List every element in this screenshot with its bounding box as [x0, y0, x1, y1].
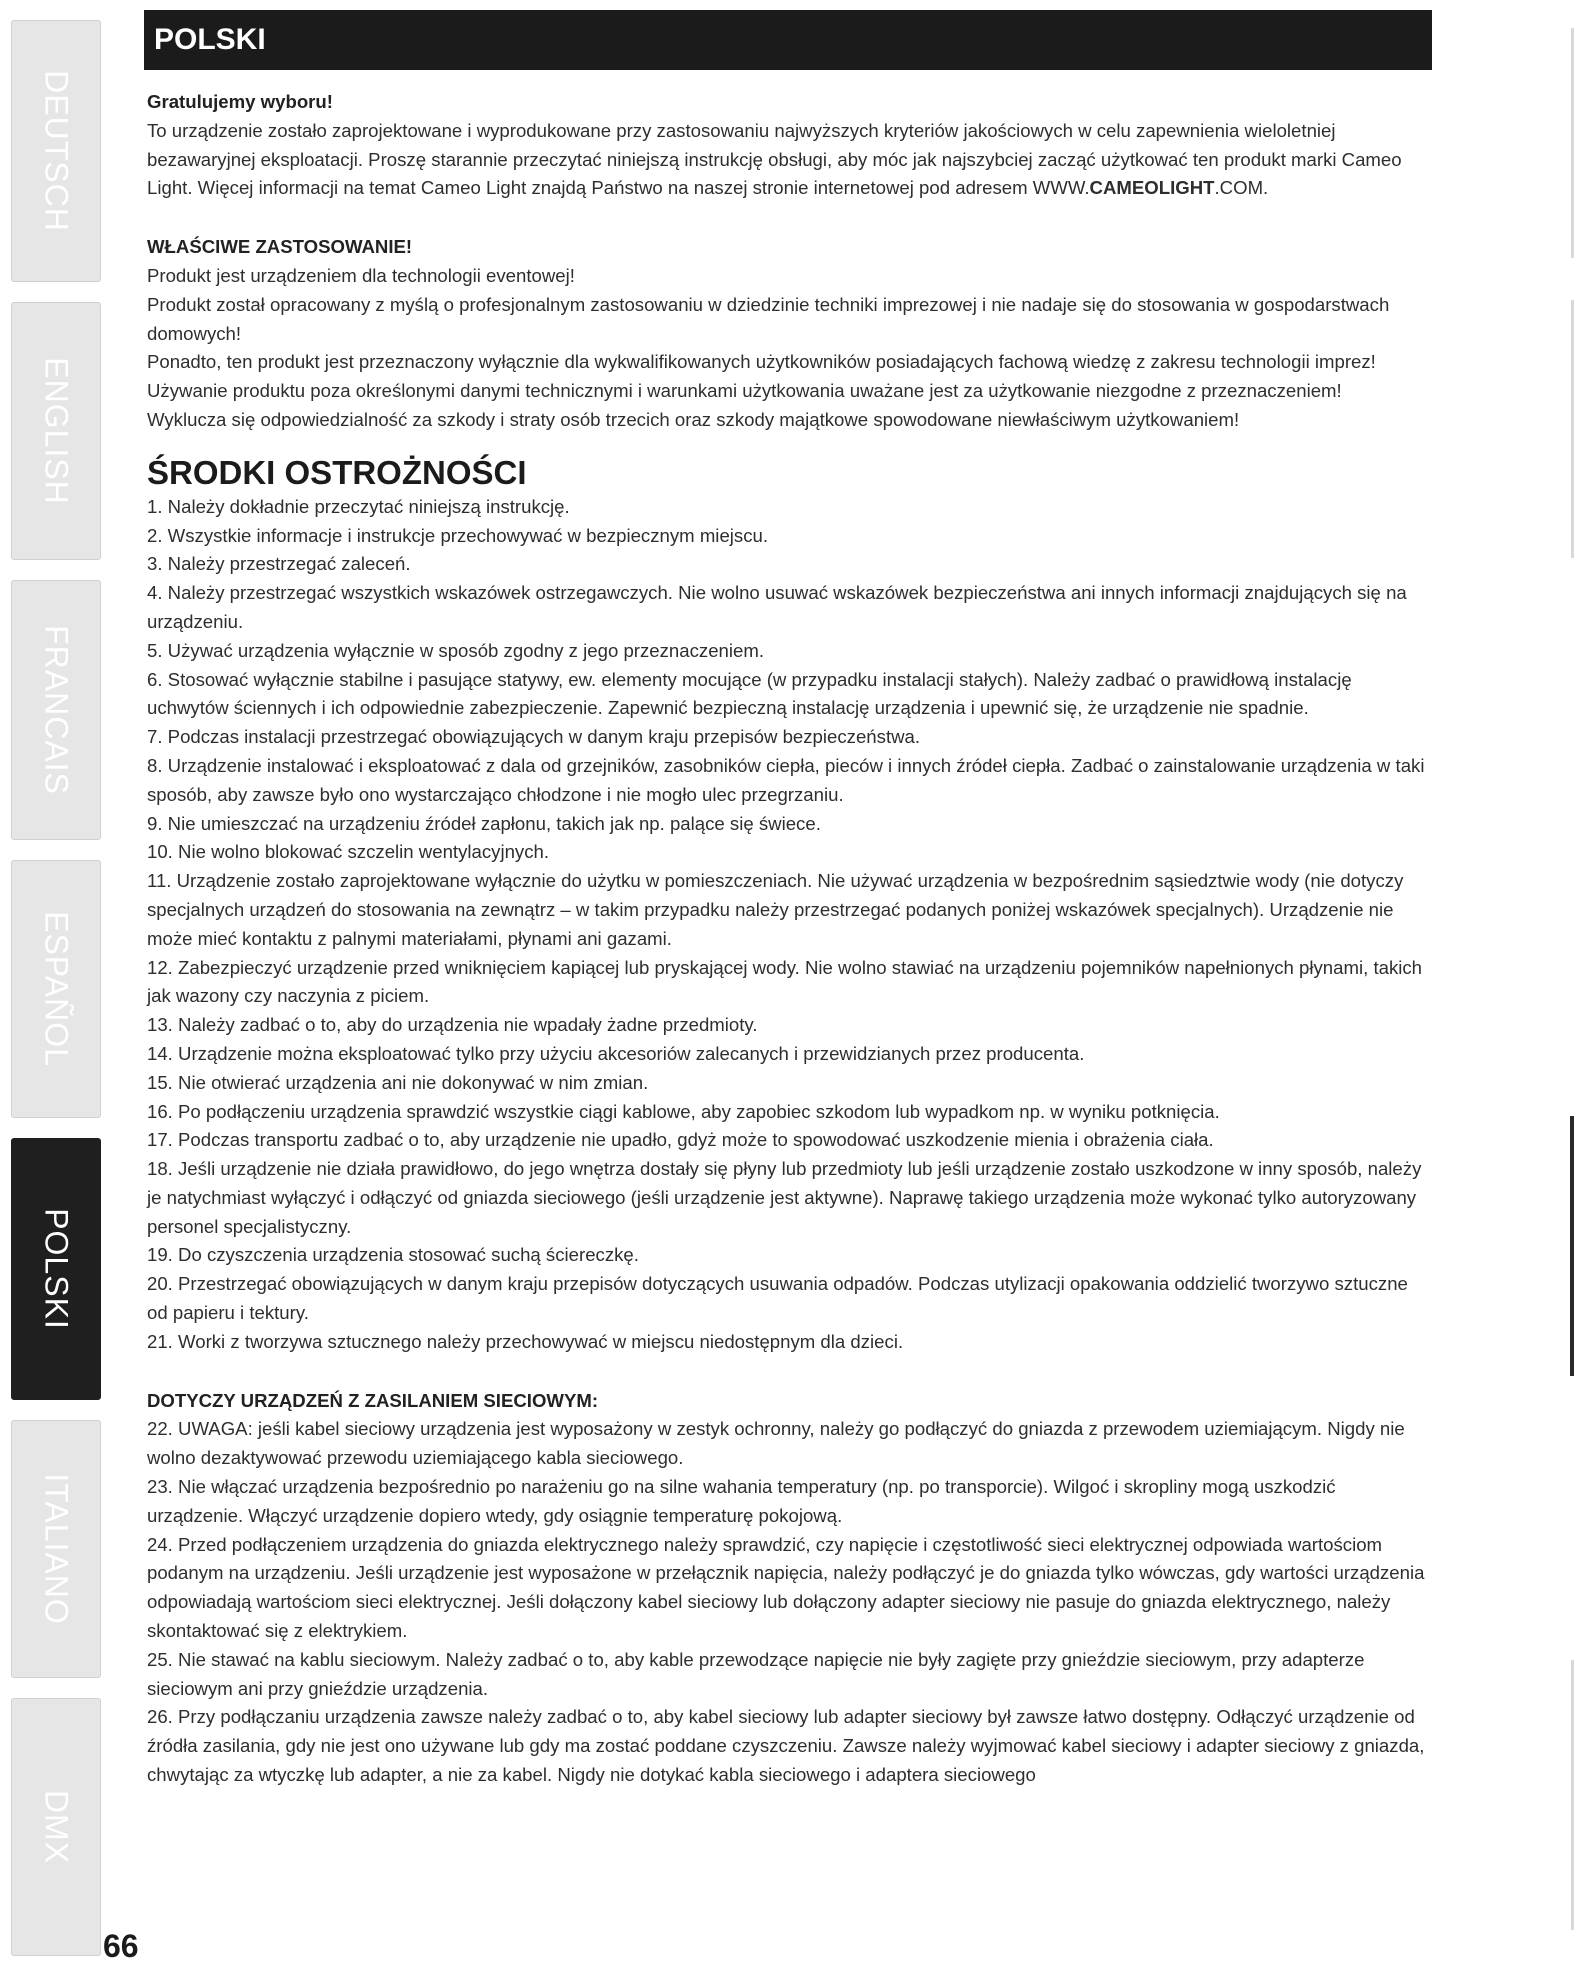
precaution-item: 13. Należy zadbać o to, aby do urządzenia nie wpadały żadne przedmioty.: [147, 1014, 758, 1036]
intended-use-heading: WŁAŚCIWE ZASTOSOWANIE!: [147, 236, 413, 258]
brand-name: CAMEOLIGHT: [1089, 177, 1215, 199]
tab-italiano[interactable]: [11, 1420, 101, 1678]
tab-label: DEUTSCH: [38, 70, 75, 232]
intro-heading: Gratulujemy wyboru!: [147, 91, 333, 112]
precaution-item: 10. Nie wolno blokować szczelin wentylacyjnych.: [147, 841, 550, 863]
precaution-item: 8. Urządzenie instalować i eksploatować z dala od grzejników, zasobników ciepła, pieców i innych źródeł ciepła. Zadbać o zainstalowanie urządzenia w taki sposób, aby zawsze było ono wystarczająco chłodzone i nie mogło ulec przegrzaniu.: [147, 754, 1425, 805]
precaution-item: 14. Urządzenie można eksploatować tylko przy użyciu akcesoriów zalecanych i przewidzianych przez producenta.: [147, 1042, 1085, 1064]
intended-use-paragraph: Wyklucza się odpowiedzialność za szkody i straty osób trzecich oraz szkody majątkowe spowodowane niewłaściwym użytkowaniem!: [147, 408, 1240, 430]
intro-text: [147, 117, 1432, 203]
precautions-heading: ŚRODKI OSTROŻNOŚCI: [147, 453, 527, 491]
mains-heading: DOTYCZY URZĄDZEŃ Z ZASILANIEM SIECIOWYM:: [147, 1389, 599, 1411]
precaution-item: 16. Po podłączeniu urządzenia sprawdzić wszystkie ciągi kablowe, aby zapobiec szkodom lub wypadkom np. w wyniku potknięcia.: [147, 1100, 1220, 1122]
precaution-item: 7. Podczas instalacji przestrzegać obowiązujących w danym kraju przepisów bezpieczeństwa.: [147, 726, 921, 748]
precaution-item: 5. Używać urządzenia wyłącznie w sposób zgodny z jego przeznaczeniem.: [147, 639, 764, 661]
edge-mark: [1571, 1660, 1574, 1930]
intro-text-after: .COM.: [1214, 177, 1269, 199]
tab-polski[interactable]: [11, 1138, 101, 1400]
precaution-item: 6. Stosować wyłącznie stabilne i pasujące statywy, ew. elementy mocujące (w przypadku instalacji stałych). Należy zadbać o prawidłową instalację uchwytów ściennych i ich odpowiednie zabezpieczenie. Zapewnić bezpieczną instalację urządzenia i upewnić się, że urządzenie nie spadnie.: [147, 668, 1352, 719]
section-header-bar: [144, 10, 1432, 70]
main-content: [147, 88, 1432, 1790]
precaution-item: 20. Przestrzegać obowiązujących w danym kraju przepisów dotyczących usuwania odpadów. Podczas utylizacji opakowania oddzielić tworzywo sztuczne od papieru i tektury.: [147, 1273, 1408, 1324]
intended-use-paragraph: Produkt jest urządzeniem dla technologii eventowej!: [147, 264, 575, 286]
intended-use-paragraph: Używanie produktu poza określonymi danymi technicznymi i warunkami użytkowania uważane jest za użytkowanie niezgodne z przeznaczeniem!: [147, 380, 1342, 402]
tab-label: ITALIANO: [38, 1473, 75, 1625]
tab-label: FRANCAIS: [38, 625, 75, 795]
edge-mark: [1571, 300, 1574, 558]
tab-deutsch[interactable]: [11, 20, 101, 282]
tab-espanol[interactable]: [11, 860, 101, 1118]
precaution-item: 2. Wszystkie informacje i instrukcje przechowywać w bezpiecznym miejscu.: [147, 524, 769, 546]
tab-label: POLSKI: [38, 1208, 75, 1330]
edge-mark: [1571, 28, 1574, 258]
tab-label: ENGLISH: [38, 357, 75, 505]
page-title: POLSKI: [154, 23, 266, 56]
precaution-item: 4. Należy przestrzegać wszystkich wskazówek ostrzegawczych. Nie wolno usuwać wskazówek bezpieczeństwa ani innych informacji znajdujących się na urządzeniu.: [147, 582, 1407, 632]
intended-use-paragraph: Ponadto, ten produkt jest przeznaczony wyłącznie dla wykwalifikowanych użytkowników posiadających fachową wiedzę z zakresu technologii imprez!: [147, 351, 1376, 373]
page-number: 66: [103, 1928, 139, 1964]
precaution-item: 12. Zabezpieczyć urządzenie przed wniknięciem kapiącej lub pryskającej wody. Nie wolno stawiać na urządzeniu pojemników napełnionych płynami, takich jak wazony czy naczynia z piciem.: [147, 956, 1423, 1007]
precaution-item: 11. Urządzenie zostało zaprojektowane wyłącznie do użytku w pomieszczeniach. Nie używać urządzenia w bezpośrednim sąsiedztwie wody (nie dotyczy specjalnych urządzeń do stosowania na zewnątrz – w takim przypadku należy przestrzegać podanych poniżej wskazówek specjalnych). Urządzenie nie może mieć kontaktu z palnymi materiałami, płynami ani gazami.: [147, 870, 1404, 949]
intro-text-before: To urządzenie zostało zaprojektowane i wyprodukowane przy zastosowaniu najwyższych kryteriów jakościowych w celu zapewnienia wieloletniej bezawaryjnej eksploatacji. Proszę starannie przeczytać niniejszą instrukcję obsługi, aby móc jak najszybciej zacząć użytkować ten produkt marki Cameo Light. Więcej informacji na temat Cameo Light znajdą Państwo na naszej stronie internetowej pod adresem WWW.: [147, 119, 1402, 199]
mains-item: 25. Nie stawać na kablu sieciowym. Należy zadbać o to, aby kable przewodzące napięcie nie były zagięte przy gnieździe sieciowym, przy adapterze sieciowym ani przy gnieździe urządzenia.: [147, 1648, 1365, 1699]
precaution-item: 17. Podczas transportu zadbać o to, aby urządzenie nie upadło, gdyż może to spowodować uszkodzenie mienia i obrażenia ciała.: [147, 1129, 1214, 1151]
precaution-item: 1. Należy dokładnie przeczytać niniejszą instrukcję.: [147, 495, 570, 517]
intended-use-paragraph: Produkt został opracowany z myślą o profesjonalnym zastosowaniu w dziedzinie techniki imprezowej i nie nadaje się do stosowania w gospodarstwach domowych!: [147, 293, 1390, 344]
edge-mark-active: [1570, 1116, 1574, 1376]
mains-item: 22. UWAGA: jeśli kabel sieciowy urządzenia jest wyposażony w zestyk ochronny, należy go podłączyć do gniazda z przewodem uziemiającym. Nigdy nie wolno dezaktywować przewodu uziemiającego kabla sieciowego.: [147, 1418, 1405, 1469]
tab-dmx[interactable]: [11, 1698, 101, 1956]
tab-english[interactable]: [11, 302, 101, 560]
tab-label: DMX: [38, 1789, 75, 1865]
precaution-item: 3. Należy przestrzegać zaleceń.: [147, 553, 411, 575]
precaution-item: 18. Jeśli urządzenie nie działa prawidłowo, do jego wnętrza dostały się płyny lub przedmioty lub jeśli urządzenie zostało uszkodzone w inny sposób, należy je natychmiast wyłączyć i odłączyć od gniazda sieciowego (jeśli urządzenie jest aktywne). Naprawę takiego urządzenia może wykonać tylko autoryzowany personel specjalistyczny.: [147, 1158, 1422, 1237]
mains-item: 23. Nie włączać urządzenia bezpośrednio po narażeniu go na silne wahania temperatury (np. po transporcie). Wilgoć i skropliny mogą uszkodzić urządzenie. Włączyć urządzenie dopiero wtedy, gdy osiągnie temperaturę pokojową.: [147, 1476, 1336, 1526]
precaution-item: 15. Nie otwierać urządzenia ani nie dokonywać w nim zmian.: [147, 1071, 649, 1093]
precaution-item: 21. Worki z tworzywa sztucznego należy przechowywać w miejscu niedostępnym dla dzieci.: [147, 1330, 904, 1352]
tab-label: ESPAÑOL: [38, 911, 75, 1067]
precaution-item: 9. Nie umieszczać na urządzeniu źródeł zapłonu, takich jak np. palące się świece.: [147, 812, 821, 834]
precaution-item: 19. Do czyszczenia urządzenia stosować suchą ściereczkę.: [147, 1244, 639, 1266]
mains-item: 26. Przy podłączaniu urządzenia zawsze należy zadbać o to, aby kabel sieciowy lub adapter sieciowy był zawsze łatwo dostępny. Odłączyć urządzenie od źródła zasilania, gdy nie jest ono używane lub gdy ma zostać poddane czyszczeniu. Zawsze należy wyjmować kabel sieciowy i adapter sieciowy z gniazda, chwytając za wtyczkę lub adapter, a nie za kabel. Nigdy nie dotykać kabla sieciowego i adaptera sieciowego: [147, 1706, 1425, 1786]
mains-item: 24. Przed podłączeniem urządzenia do gniazda elektrycznego należy sprawdzić, czy napięcie i częstotliwość sieci elektrycznej odpowiada wartościom podanym na urządzeniu. Jeśli urządzenie jest wyposażone w przełącznik napięcia, należy podłączyć je do gniazda tylko wówczas, gdy wartości urządzenia odpowiadają wartościom sieci elektrycznej. Jeśli dołączony kabel sieciowy lub dołączony adapter sieciowy nie pasuje do gniazda elektrycznego, należy skontaktować się z elektrykiem.: [147, 1533, 1425, 1642]
tab-francais[interactable]: [11, 580, 101, 840]
